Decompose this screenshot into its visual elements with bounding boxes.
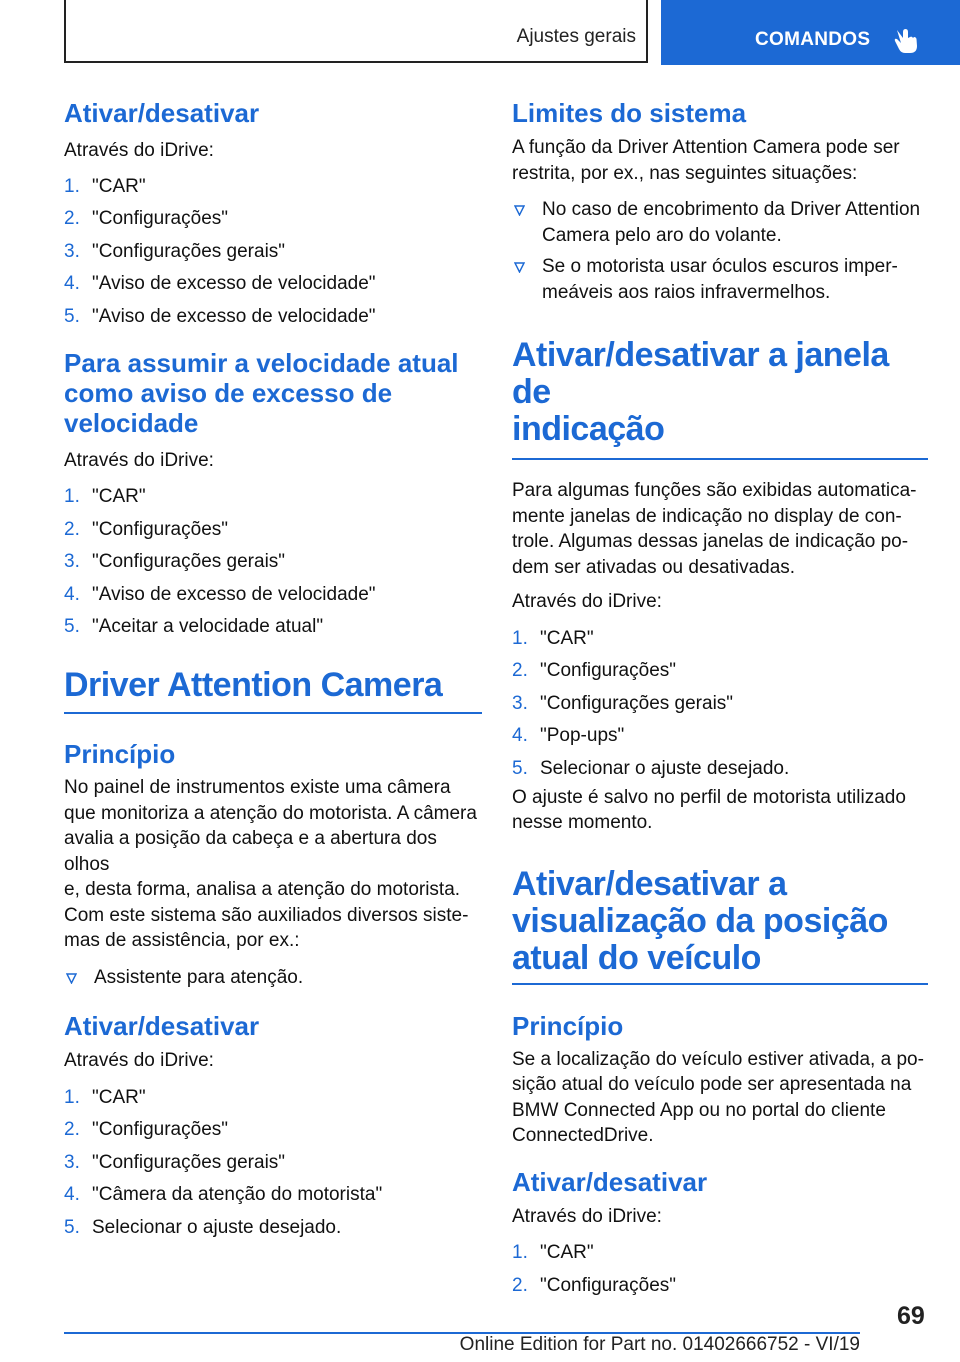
section-heading: Ativar/desativar (64, 1011, 260, 1041)
note-text: O ajuste é salvo no perfil de motorista utilizado nesse momento. (512, 786, 906, 833)
triangle-bullet-icon (514, 262, 525, 273)
section-heading: Limites do sistema (512, 98, 747, 128)
section-heading: Ativar/desativar (512, 1166, 708, 1197)
section-heading: Para assumir a velocidade atual como aviso de excesso de velocidade (64, 347, 459, 438)
limits-text: A função da Driver Attention Camera pode ser restrita, por ex., nas seguintes situações: (512, 137, 900, 184)
list-item: 5. "Aceitar a velocidade atual" (64, 616, 324, 637)
step-list (64, 1085, 482, 1240)
header-section-box (64, 0, 648, 63)
chapter-divider (64, 712, 482, 714)
triangle-bullet-icon (514, 205, 525, 216)
left-column (64, 98, 482, 1247)
section-heading: Princípio (64, 739, 176, 769)
list-item: 4. "Pop-ups" (512, 725, 625, 746)
list-item: 2. "Configurações" (512, 660, 677, 681)
list-item: No caso de encobrimento da Driver Attention Camera pelo aro do volante. (512, 197, 928, 248)
list-item: 5. Selecionar o ajuste desejado. (512, 757, 790, 779)
bullet-list (64, 965, 482, 991)
list-item: 5. "Aviso de excesso de velocidade" (64, 305, 376, 327)
list-item: 2. "Configurações" (64, 1119, 229, 1140)
right-column (512, 98, 928, 1305)
list-item: 4. "Aviso de excesso de velocidade" (64, 273, 376, 294)
header-chapter-tab[interactable] (661, 0, 960, 65)
pointing-hand-icon (893, 24, 919, 54)
step-list (512, 626, 928, 781)
list-item: 2. "Configurações" (512, 1274, 677, 1296)
list-item: Assistente para atenção. (64, 965, 482, 991)
step-list (64, 174, 482, 329)
list-item: 5. Selecionar o ajuste desejado. (64, 1216, 342, 1238)
footer-edition: Online Edition for Part no. 01402666752 - VI/19 (459, 1334, 860, 1355)
list-item: 4. "Câmera da atenção do motorista" (64, 1184, 383, 1205)
list-item: 1. "CAR" (64, 1086, 146, 1108)
list-item: 2. "Configurações" (64, 518, 229, 540)
list-item: 3. "Configurações gerais" (512, 692, 734, 714)
list-item: 1. "CAR" (512, 1242, 594, 1263)
intro-text: Através do iDrive: (64, 140, 214, 161)
principle-text: No painel de instrumentos existe uma câmera que monitoriza a atenção do motorista. A câmera avalia a posição da cabeça e a abertura dos olhos e, desta forma, analisa a atenção do motorista. Com este sistema são auxiliados diversos siste- mas de assistência, por ex.: (64, 777, 477, 951)
header-section-title: Ajustes gerais (516, 26, 636, 47)
chapter-divider (512, 983, 928, 985)
chapter-divider (512, 458, 928, 460)
list-item: 1. "CAR" (64, 175, 146, 197)
section-heading: Ativar/desativar (64, 98, 260, 128)
section-heading: Princípio (512, 1010, 624, 1041)
chapter-title: Ativar/desativar a janela de indicação (512, 336, 889, 448)
intro-text: Através do iDrive: (512, 591, 662, 612)
principle-text: Se a localização do veículo estiver ativada, a po- sição atual do veículo pode ser apresentada na BMW Connected App ou no portal do cliente ConnectedDrive. (512, 1048, 924, 1146)
chapter-text: Para algumas funções são exibidas automatica- mente janelas de indicação no display de con- trole. Algumas dessas janelas de indicação po- dem ser ativadas ou desativadas. (512, 480, 917, 578)
chapter-title: Ativar/desativar a visualização da posição atual do veículo (512, 864, 888, 977)
list-item: 4. "Aviso de excesso de velocidade" (64, 583, 376, 605)
list-item: 1. "CAR" (512, 627, 594, 649)
list-item: 3. "Configurações gerais" (64, 240, 286, 262)
list-item: 1. "CAR" (64, 486, 146, 507)
page-number: 69 (897, 1302, 925, 1330)
step-list (512, 1240, 928, 1298)
list-item: 3. "Configurações gerais" (64, 1151, 286, 1173)
intro-text: Através do iDrive: (64, 1050, 214, 1071)
chapter-title: Driver Attention Camera (64, 666, 443, 704)
list-item: 2. "Configurações" (64, 208, 229, 229)
header-chapter-label: COMANDOS (755, 29, 871, 50)
list-item: Se o motorista usar óculos escuros imper- meáveis aos raios infravermelhos. (512, 254, 928, 305)
list-item: 3. "Configurações gerais" (64, 551, 286, 572)
intro-text: Através do iDrive: (64, 449, 214, 471)
bullet-list (512, 197, 928, 305)
intro-text: Através do iDrive: (512, 1205, 662, 1227)
step-list (64, 484, 482, 639)
triangle-bullet-icon (66, 973, 77, 984)
